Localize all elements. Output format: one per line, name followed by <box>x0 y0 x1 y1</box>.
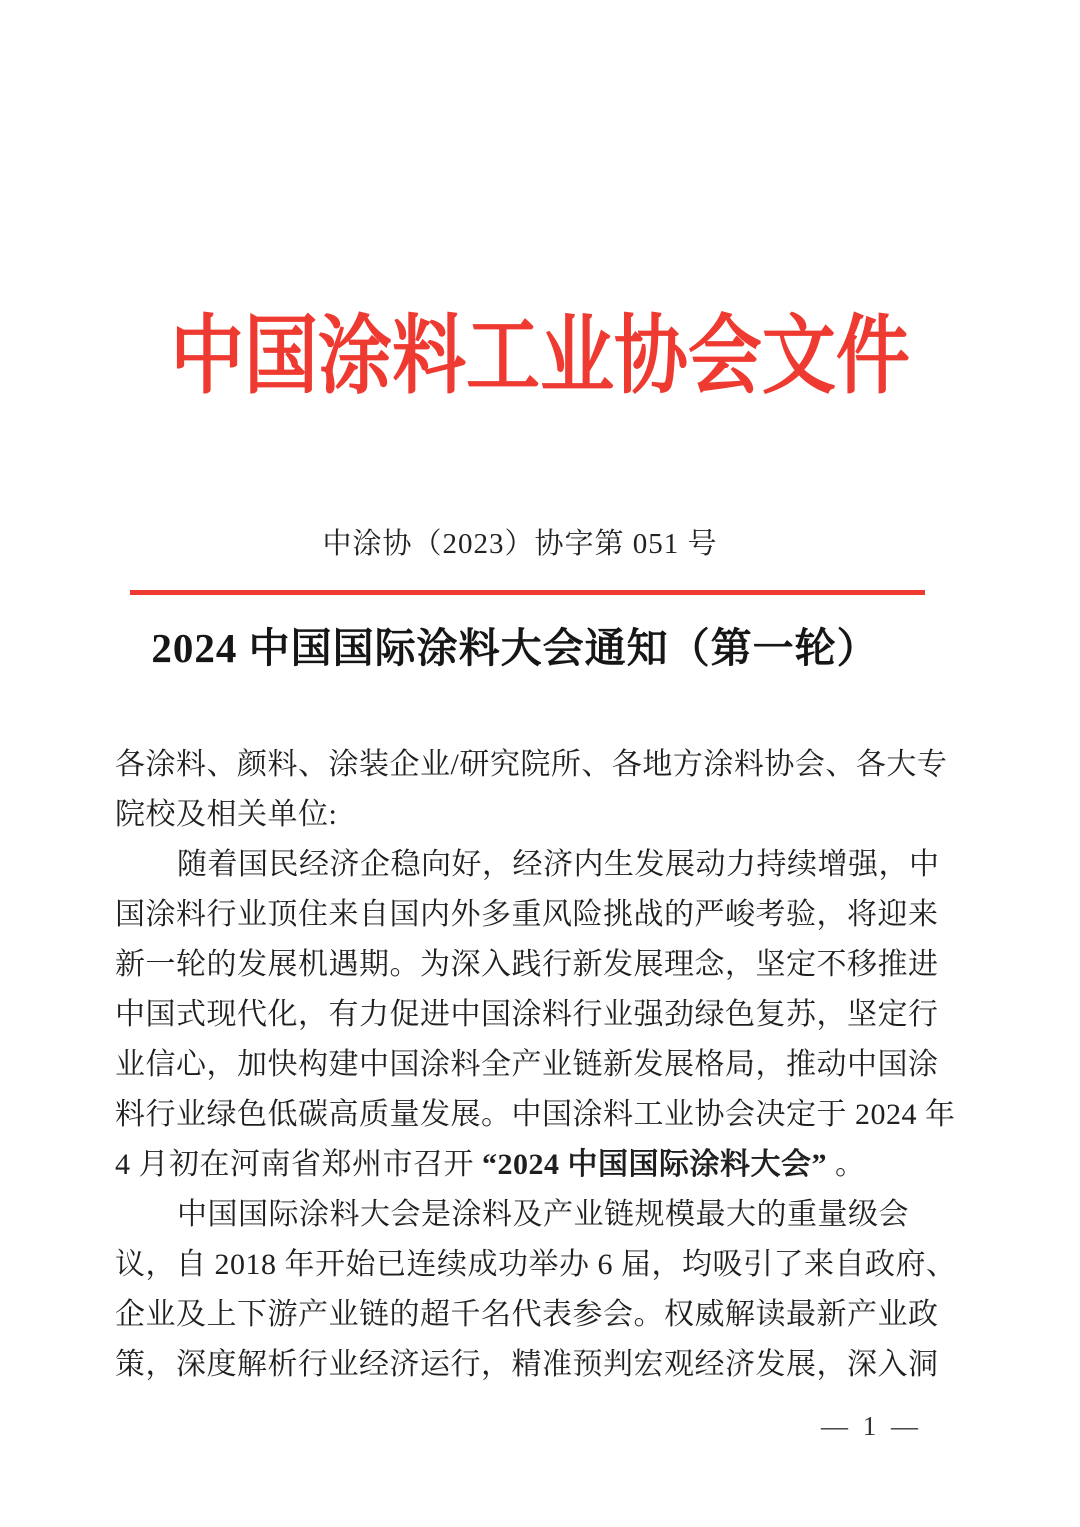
body-line <box>115 990 945 1040</box>
body-line <box>115 1040 945 1090</box>
body-line <box>115 890 945 940</box>
org-header-title: 中国涂料工业协会文件 <box>170 308 910 404</box>
body-line <box>115 1340 945 1390</box>
body-text: 业信心，加快构建中国涂料全产业链新发展格局，推动中国涂 <box>115 1048 939 1081</box>
body-line <box>115 1140 945 1190</box>
doc-number: 中涂协（2023）协字第 051 号 <box>322 528 718 560</box>
body-text: 新一轮的发展机遇期。为深入践行新发展理念，坚定不移推进 <box>115 948 939 981</box>
body-text: 料行业绿色低碳高质量发展。中国涂料工业协会决定于 2024 年 <box>115 1098 956 1131</box>
document-body <box>115 740 957 1390</box>
body-text: 策，深度解析行业经济运行，精准预判宏观经济发展，深入洞 <box>115 1348 939 1381</box>
notice-title: 2024 中国国际涂料大会通知（第一轮） <box>151 625 879 671</box>
red-divider-rule <box>130 590 925 595</box>
body-text: 4 月初在河南省郑州市召开 <box>115 1148 482 1181</box>
body-line <box>115 940 945 990</box>
body-text: 。 <box>827 1148 866 1181</box>
body-text: 随着国民经济企稳向好，经济内生发展动力持续增强，中 <box>177 848 940 881</box>
body-line <box>115 840 945 890</box>
page-number: — 1 — <box>821 1411 922 1441</box>
body-line <box>115 790 945 840</box>
body-line <box>115 1290 945 1340</box>
body-line <box>115 1190 945 1240</box>
body-line <box>115 1090 956 1140</box>
body-text: 企业及上下游产业链的超千名代表参会。权威解读最新产业政 <box>115 1298 939 1331</box>
body-text: 中国国际涂料大会是涂料及产业链规模最大的重量级会 <box>177 1198 909 1231</box>
body-line <box>115 740 948 790</box>
body-text: 中国式现代化，有力促进中国涂料行业强劲绿色复苏，坚定行 <box>115 998 939 1031</box>
body-text: 议，自 2018 年开始已连续成功举办 6 届，均吸引了来自政府、 <box>115 1248 957 1281</box>
body-line <box>115 1240 957 1290</box>
body-text-bold: “2024 中国国际涂料大会” <box>482 1148 827 1181</box>
body-text: 院校及相关单位: <box>115 798 338 831</box>
body-text: 国涂料行业顶住来自国内外多重风险挑战的严峻考验，将迎来 <box>115 898 939 931</box>
body-text: 各涂料、颜料、涂装企业/研究院所、各地方涂料协会、各大专 <box>115 748 948 781</box>
